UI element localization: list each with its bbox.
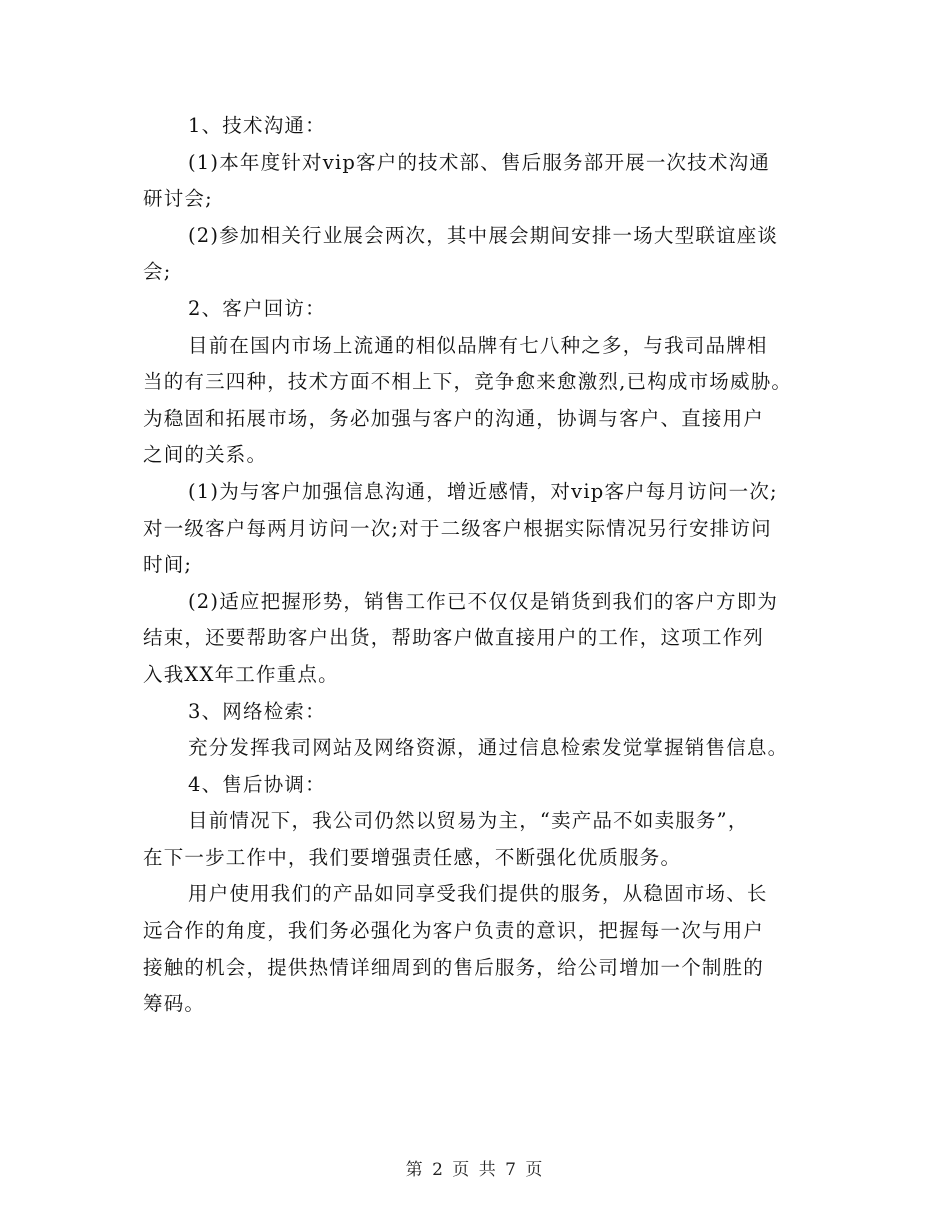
text-line: 目前情况下，我公司仍然以贸易为主，“卖产品不如卖服务”， (188, 809, 749, 833)
text-line: 4、售后协调： (188, 772, 326, 796)
text-line: 在下一步工作中，我们要增强责任感，不断强化优质服务。 (143, 845, 682, 869)
text-line: 会; (143, 260, 172, 284)
text-line: 充分发挥我司网站及网络资源，通过信息检索发觉掌握销售信息。 (188, 736, 789, 760)
text-line: (1)为与客户加强信息沟通，增近感情，对vip客户每月访问一次; (188, 479, 778, 503)
text-line: (2)适应把握形势，销售工作已不仅仅是销货到我们的客户方即为 (188, 589, 779, 613)
text-line: 之间的关系。 (143, 443, 268, 467)
text-line: 目前在国内市场上流通的相似品牌有七八种之多，与我司品牌相 (188, 333, 768, 357)
text-line: (2)参加相关行业展会两次，其中展会期间安排一场大型联谊座谈 (188, 223, 779, 247)
text-line: 远合作的角度，我们务必强化为客户负责的意识，把握每一次与用户 (143, 919, 765, 943)
text-line: 时间; (143, 553, 193, 577)
text-line: 研讨会; (143, 187, 213, 211)
text-line: 3、网络检索： (188, 699, 326, 723)
text-line: 结束，还要帮助客户出货，帮助客户做直接用户的工作，这项工作列 (143, 626, 765, 650)
text-line: 入我XX年工作重点。 (143, 662, 339, 686)
page-footer (0, 1155, 950, 1180)
text-line: 1、技术沟通： (188, 114, 326, 137)
text-line: 筹码。 (143, 992, 206, 1016)
text-line: 当的有三四种，技术方面不相上下，竞争愈来愈激烈,已构成市场威胁。 (143, 370, 793, 394)
text-line: 用户使用我们的产品如同享受我们提供的服务，从稳固市场、长 (188, 882, 768, 906)
text-line: 为稳固和拓展市场，务必加强与客户的沟通，协调与客户、直接用户 (143, 406, 765, 430)
page-number-label: 第 2 页 共 7 页 (405, 1160, 545, 1180)
text-line: 对一级客户每两月访问一次;对于二级客户根据实际情况另行安排访问 (143, 516, 772, 540)
document-body (143, 108, 823, 1023)
text-line: 接触的机会，提供热情详细周到的售后服务，给公司增加一个制胜的 (143, 955, 765, 979)
text-line: (1)本年度针对vip客户的技术部、售后服务部开展一次技术沟通 (188, 150, 771, 174)
text-line: 2、客户回访： (188, 296, 326, 320)
